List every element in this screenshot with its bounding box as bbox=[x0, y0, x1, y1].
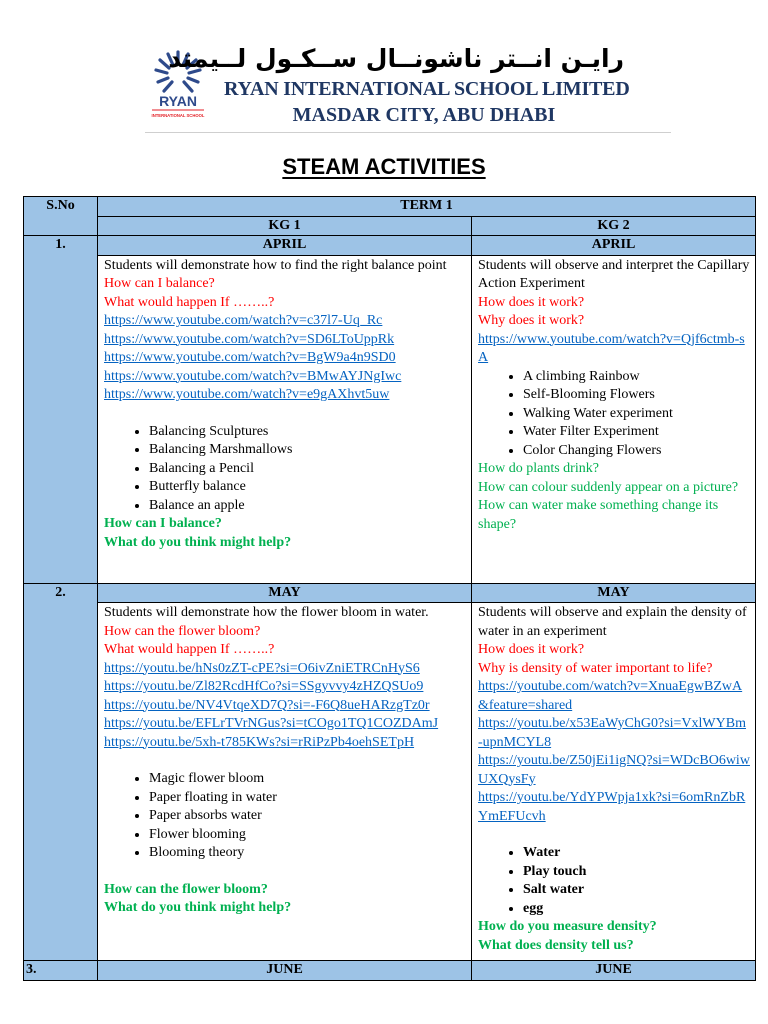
question: Why does it work? bbox=[478, 313, 585, 328]
list-item: • egg bbox=[523, 900, 750, 919]
table-row bbox=[24, 603, 756, 961]
question: How can water make something change its shape? bbox=[478, 498, 719, 532]
question: How does it work? bbox=[478, 642, 585, 657]
table-header-row bbox=[24, 197, 756, 217]
table-row bbox=[24, 961, 756, 981]
month-label: MAY bbox=[98, 583, 472, 603]
activity-list bbox=[104, 770, 466, 863]
list-item: • Blooming theory bbox=[149, 844, 466, 863]
term-header: TERM 1 bbox=[98, 197, 756, 217]
video-link[interactable]: https://youtu.be/EFLrTVrNGus?si=tCOgo1TQ1COZDAmJ bbox=[104, 716, 439, 731]
question: How can I balance? bbox=[104, 276, 215, 291]
list-item: • Play touch bbox=[523, 863, 750, 882]
kg1-header: KG 1 bbox=[98, 216, 472, 236]
video-link[interactable]: https://youtu.be/Z50jEi1igNQ?si=WDcBO6wiwUXQysFy bbox=[478, 753, 750, 787]
kg2-may-cell bbox=[472, 603, 756, 961]
list-item: • Balance an apple bbox=[149, 497, 466, 516]
table-row bbox=[24, 255, 756, 583]
list-item: • Water bbox=[523, 844, 750, 863]
activity-intro: Students will observe and interpret the Capillary Action Experiment bbox=[478, 257, 750, 291]
question: What would happen If ……..? bbox=[104, 642, 275, 657]
month-label: JUNE bbox=[472, 961, 756, 981]
video-link[interactable]: https://www.youtube.com/watch?v=Qjf6ctmb-sA bbox=[478, 331, 745, 365]
school-name-arabic: رايـن انــتر ناشونــال ســكـول لــيمتد bbox=[168, 44, 624, 73]
school-location: MASDAR CITY, ABU DHABI bbox=[292, 104, 556, 126]
row-number: 1. bbox=[24, 236, 98, 584]
video-link[interactable]: https://youtu.be/NV4VtqeXD7Q?si=-F6Q8ueHARzgTz0r bbox=[104, 697, 430, 713]
video-link[interactable]: https://youtu.be/hNs0zZT-cPE?si=O6ivZniETRCnHyS6 bbox=[104, 660, 420, 676]
kg1-may-cell bbox=[98, 603, 472, 961]
list-item: • A climbing Rainbow bbox=[523, 368, 750, 387]
question: How can I balance? bbox=[104, 516, 222, 531]
list-item: • Paper absorbs water bbox=[149, 807, 466, 826]
list-item: • Salt water bbox=[523, 881, 750, 900]
question: How does it work? bbox=[478, 294, 585, 310]
video-link[interactable]: https://youtu.be/5xh-t785KWs?si=rRiPzPb4oehSETpH bbox=[104, 734, 415, 750]
kg2-april-cell bbox=[472, 255, 756, 583]
list-item: • Magic flower bloom bbox=[149, 770, 466, 789]
question: How can the flower bloom? bbox=[104, 623, 261, 639]
video-link[interactable]: https://www.youtube.com/watch?v=c37l7-Uq_Rc bbox=[104, 313, 383, 328]
row-number: 2. bbox=[24, 583, 98, 961]
list-item: • Paper floating in water bbox=[149, 789, 466, 808]
month-label: JUNE bbox=[98, 961, 472, 981]
video-link[interactable]: https://www.youtube.com/watch?v=e9gAXhvt5uw bbox=[104, 387, 390, 402]
header-divider bbox=[145, 132, 671, 133]
page-title: STEAM ACTIVITIES bbox=[282, 154, 486, 179]
video-link[interactable]: https://www.youtube.com/watch?v=BgW9a4n9SD0 bbox=[104, 350, 396, 365]
activity-list bbox=[478, 368, 750, 461]
list-item: • Water Filter Experiment bbox=[523, 423, 750, 442]
question: What do you think might help? bbox=[104, 534, 292, 550]
video-link[interactable]: https://youtu.be/YdYPWpja1xk?si=6omRnZbRYmEFUcvh bbox=[478, 790, 746, 824]
activity-list bbox=[104, 423, 466, 516]
sno-header: S.No bbox=[24, 197, 98, 236]
question: How can colour suddenly appear on a picture? bbox=[478, 479, 739, 495]
video-link[interactable]: https://youtube.com/watch?v=XnuaEgwBZwA&feature=shared bbox=[478, 679, 743, 713]
list-item: • Balancing Marshmallows bbox=[149, 441, 466, 460]
video-link[interactable]: https://www.youtube.com/watch?v=BMwAYJNgIwc bbox=[104, 368, 402, 384]
video-link[interactable]: https://youtu.be/Zl82RcdHfCo?si=SSgyvvy4zHZQSUo9 bbox=[104, 679, 424, 694]
school-name: RYAN INTERNATIONAL SCHOOL LIMITED bbox=[224, 78, 630, 100]
question: What does density tell us? bbox=[478, 937, 634, 953]
table-row bbox=[24, 583, 756, 603]
steam-activities-table bbox=[23, 196, 756, 981]
list-item: • Balancing Sculptures bbox=[149, 423, 466, 442]
kg1-april-cell bbox=[98, 255, 472, 583]
kg2-header: KG 2 bbox=[472, 216, 756, 236]
list-item: • Walking Water experiment bbox=[523, 405, 750, 424]
question: How do plants drink? bbox=[478, 461, 599, 476]
activity-intro: Students will observe and explain the density of water in an experiment bbox=[478, 605, 747, 639]
activity-intro: Students will demonstrate how to find the right balance point bbox=[104, 257, 447, 273]
video-link[interactable]: https://www.youtube.com/watch?v=SD6LToUppRk bbox=[104, 331, 395, 347]
question: Why is density of water important to life? bbox=[478, 660, 713, 676]
list-item: • Butterfly balance bbox=[149, 478, 466, 497]
list-item: • Flower blooming bbox=[149, 826, 466, 845]
grade-header-row bbox=[24, 216, 756, 236]
row-number: 3. bbox=[24, 961, 98, 981]
list-item: • Self-Blooming Flowers bbox=[523, 386, 750, 405]
month-label: APRIL bbox=[98, 236, 472, 256]
question: How can the flower bloom? bbox=[104, 881, 268, 897]
activity-list bbox=[478, 844, 750, 918]
video-link[interactable]: https://youtu.be/x53EaWyChG0?si=VxlWYBm-upnMCYL8 bbox=[478, 716, 746, 750]
activity-intro: Students will demonstrate how the flower bloom in water. bbox=[104, 605, 429, 620]
month-label: MAY bbox=[472, 583, 756, 603]
question: What do you think might help? bbox=[104, 900, 292, 915]
logo-subtext: INTERNATIONAL SCHOOL bbox=[151, 113, 205, 118]
logo-wordmark: RYAN bbox=[159, 93, 197, 109]
question: What would happen If ……..? bbox=[104, 294, 275, 310]
school-header bbox=[148, 38, 628, 128]
table-row bbox=[24, 236, 756, 256]
list-item: • Color Changing Flowers bbox=[523, 442, 750, 461]
question: How do you measure density? bbox=[478, 919, 657, 934]
month-label: APRIL bbox=[472, 236, 756, 256]
list-item: • Balancing a Pencil bbox=[149, 460, 466, 479]
